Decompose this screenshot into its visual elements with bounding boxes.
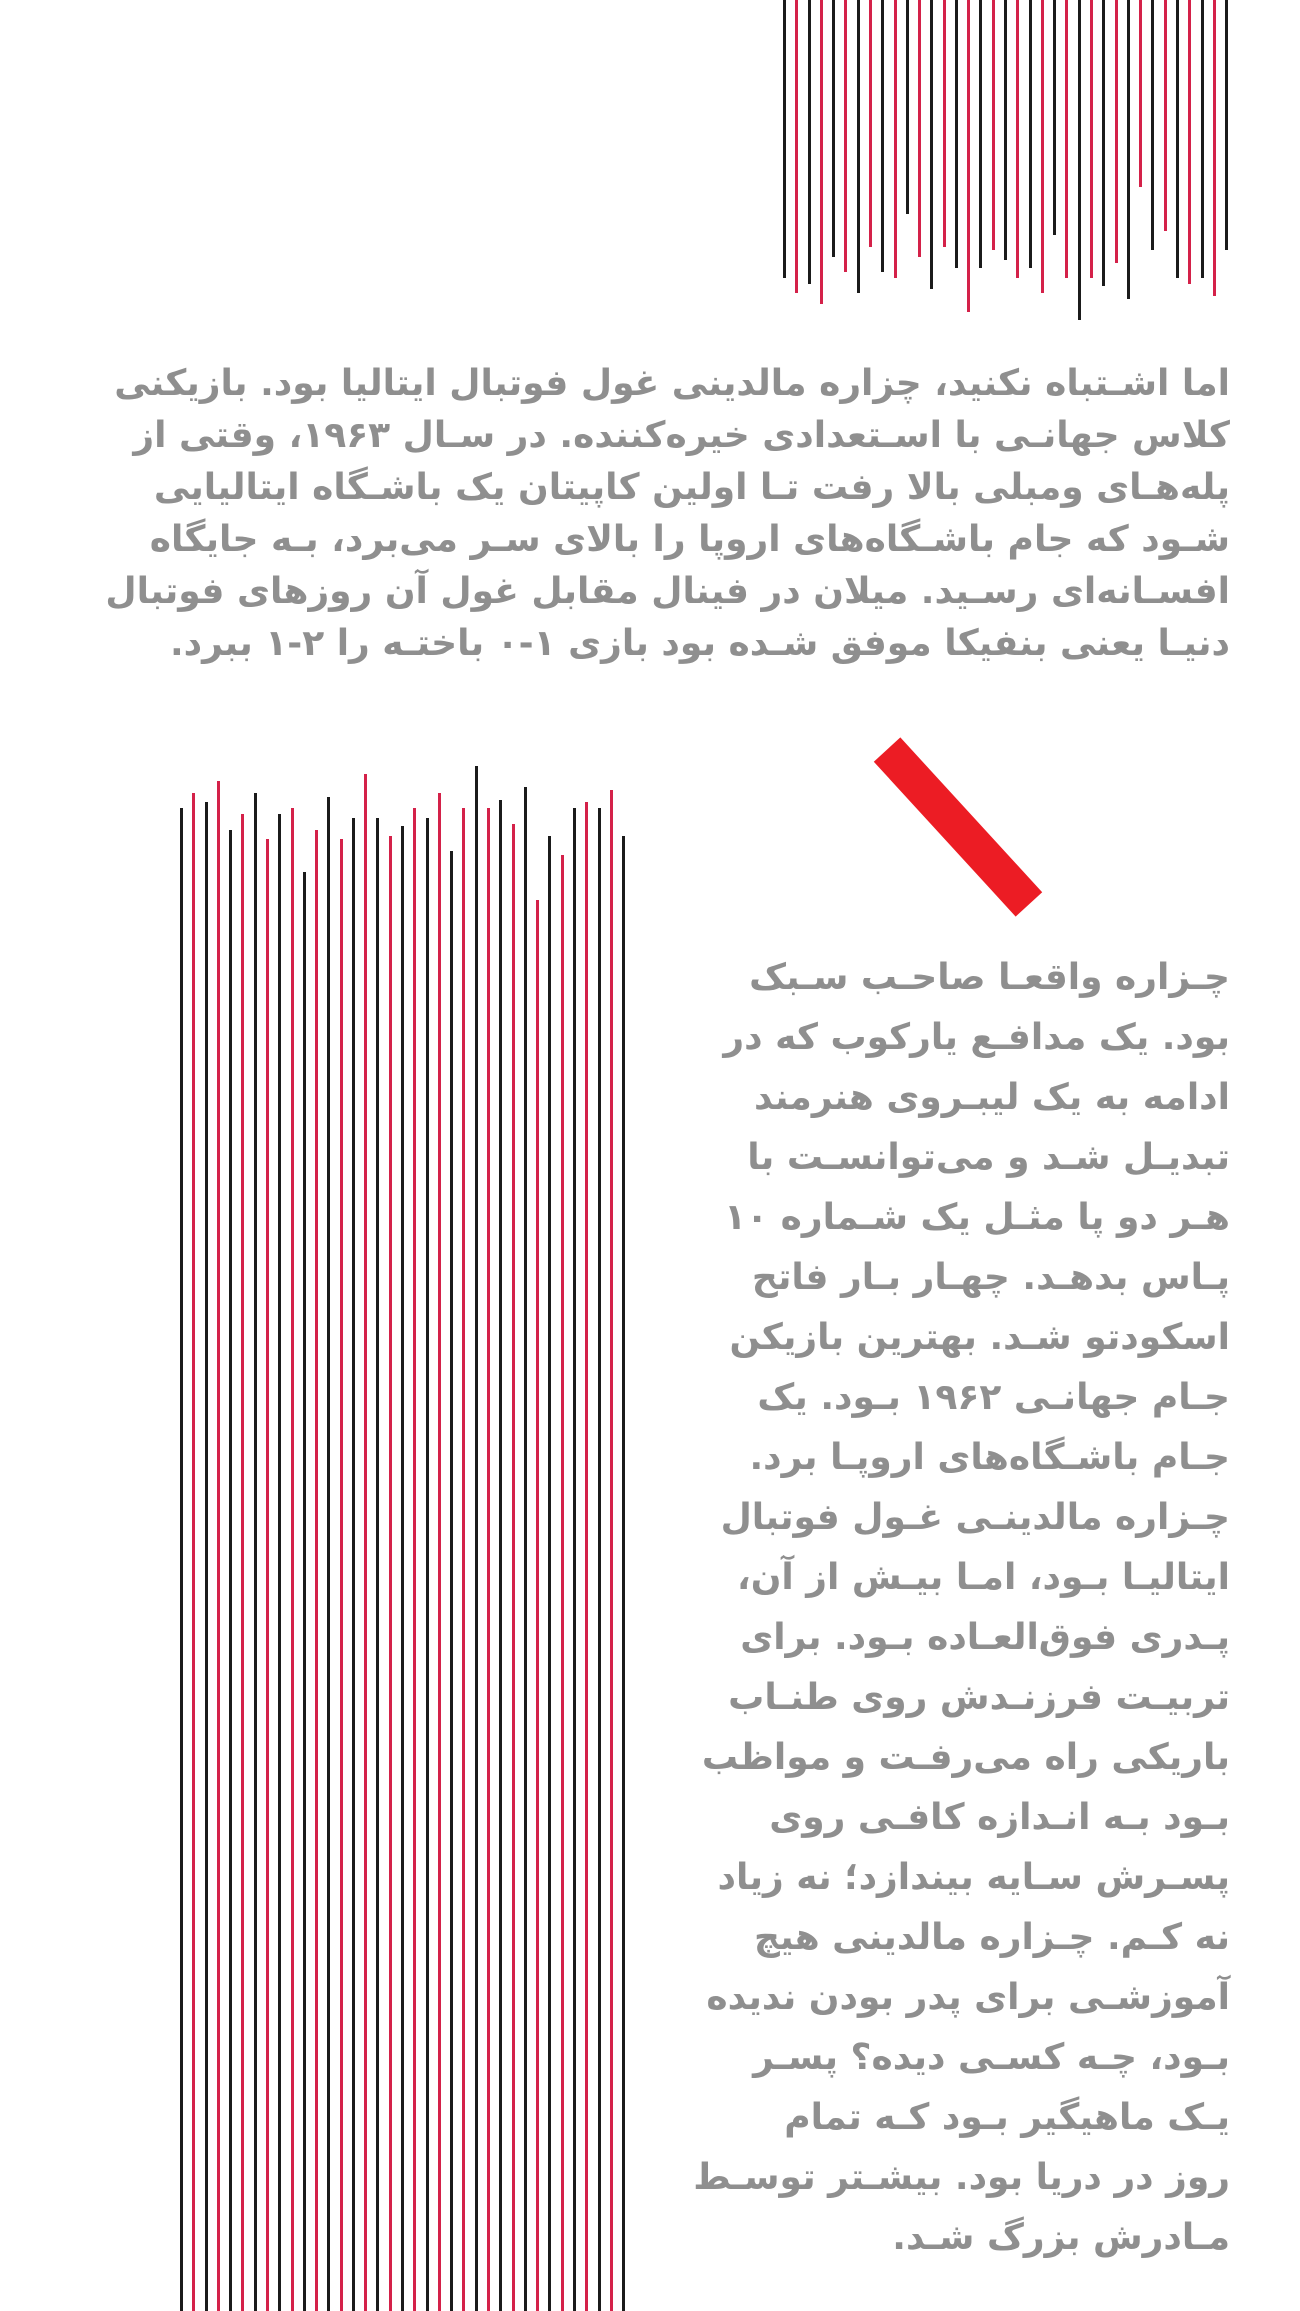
black-decorative-line bbox=[426, 818, 429, 2311]
black-decorative-line bbox=[1004, 0, 1007, 260]
paragraph-line: هـر دو پا مثـل یک شـماره ۱۰ bbox=[724, 1197, 1230, 1238]
black-decorative-line bbox=[1053, 0, 1056, 235]
diagonal-red-bar-icon bbox=[874, 737, 1042, 916]
paragraph-line: مـادرش بزرگ شـد. bbox=[892, 2217, 1230, 2258]
red-decorative-line bbox=[1139, 0, 1142, 187]
black-decorative-line bbox=[254, 793, 257, 2311]
red-decorative-line bbox=[1065, 0, 1068, 278]
red-decorative-line bbox=[512, 824, 515, 2311]
black-decorative-line bbox=[857, 0, 860, 293]
black-decorative-line bbox=[548, 836, 551, 2311]
black-decorative-line bbox=[906, 0, 909, 214]
black-decorative-line bbox=[979, 0, 982, 268]
black-decorative-line bbox=[327, 797, 330, 2311]
paragraph-line: شـود که جام باشـگاه‌های اروپا را بالای سـر می‌برد، بـه جایگاه bbox=[149, 519, 1230, 560]
black-decorative-line bbox=[1201, 0, 1204, 278]
red-decorative-line bbox=[340, 839, 343, 2311]
red-decorative-line bbox=[364, 774, 367, 2311]
black-decorative-line bbox=[303, 872, 306, 2311]
red-decorative-line bbox=[1041, 0, 1044, 293]
red-decorative-line bbox=[1016, 0, 1019, 278]
black-decorative-line bbox=[1078, 0, 1081, 320]
paragraph-line: بـود بـه انـدازه کافـی روی bbox=[769, 1797, 1230, 1838]
red-decorative-line bbox=[413, 808, 416, 2311]
red-decorative-line bbox=[869, 0, 872, 247]
paragraph-line: پسـرش سـایه بیندازد؛ نه زیاد bbox=[717, 1857, 1230, 1898]
black-decorative-line bbox=[229, 830, 232, 2311]
black-decorative-line bbox=[524, 787, 527, 2311]
red-decorative-line bbox=[795, 0, 798, 293]
red-decorative-line bbox=[610, 790, 613, 2311]
black-decorative-line bbox=[376, 818, 379, 2311]
black-decorative-line bbox=[1151, 0, 1154, 250]
paragraph-line: ایتالیـا بـود، امـا بیـش از آن، bbox=[737, 1557, 1230, 1598]
red-decorative-line bbox=[844, 0, 847, 272]
red-decorative-line bbox=[992, 0, 995, 250]
paragraph-line: جـام جهانـی ۱۹۶۲ بـود. یک bbox=[757, 1377, 1230, 1418]
red-decorative-line bbox=[918, 0, 921, 257]
red-decorative-line bbox=[291, 808, 294, 2311]
black-decorative-line bbox=[475, 766, 478, 2311]
red-decorative-line bbox=[438, 793, 441, 2311]
intro-paragraph bbox=[72, 358, 1230, 670]
paragraph-line: بود. یک مدافـع یارکوب که در bbox=[723, 1017, 1230, 1058]
red-decorative-line bbox=[894, 0, 897, 278]
red-decorative-line bbox=[1090, 0, 1093, 278]
black-decorative-line bbox=[930, 0, 933, 289]
paragraph-line: دنیـا یعنی بنفیکا موفق شـده بود بازی ۱-۰ باختـه را ۲-۱ ببرد. bbox=[169, 623, 1230, 664]
paragraph-line: روز در دریا بود. بیشـتر توسـط bbox=[693, 2157, 1230, 2198]
red-decorative-line bbox=[192, 793, 195, 2311]
red-decorative-line bbox=[389, 836, 392, 2311]
black-decorative-line bbox=[1225, 0, 1228, 250]
red-decorative-line bbox=[1213, 0, 1216, 296]
red-decorative-line bbox=[585, 802, 588, 2311]
paragraph-line: پـاس بدهـد. چهـار بـار فاتح bbox=[751, 1257, 1230, 1298]
paragraph-line: چـزاره مالدینـی غـول فوتبال bbox=[720, 1497, 1230, 1538]
paragraph-line: تربیـت فرزنـدش روی طنـاب bbox=[728, 1677, 1230, 1718]
black-decorative-line bbox=[1102, 0, 1105, 286]
red-decorative-line bbox=[462, 808, 465, 2311]
black-decorative-line bbox=[1127, 0, 1130, 299]
red-decorative-line bbox=[536, 900, 539, 2311]
black-decorative-line bbox=[180, 808, 183, 2311]
red-decorative-line bbox=[943, 0, 946, 247]
paragraph-line: اما اشـتباه نکنید، چزاره مالدینی غول فوتبال ایتالیا بود. بازیکنی bbox=[114, 363, 1230, 404]
red-decorative-line bbox=[315, 830, 318, 2311]
black-decorative-line bbox=[955, 0, 958, 268]
red-decorative-line bbox=[266, 839, 269, 2311]
black-decorative-line bbox=[1029, 0, 1032, 268]
paragraph-line: تبدیـل شـد و می‌توانسـت با bbox=[747, 1137, 1230, 1178]
paragraph-line: پله‌هـای ومبلی بالا رفت تـا اولین کاپیتان یک باشـگاه ایتالیایی bbox=[153, 467, 1230, 508]
paragraph-line: افسـانه‌ای رسـید. میلان در فینال مقابل غول آن روزهای فوتبال bbox=[105, 571, 1230, 612]
paragraph-line: جـام باشـگاه‌های اروپـا برد. bbox=[749, 1437, 1230, 1478]
paragraph-line: نه کـم. چـزاره مالدینی هیچ bbox=[754, 1917, 1230, 1958]
red-decorative-line bbox=[561, 855, 564, 2311]
red-decorative-line bbox=[217, 781, 220, 2311]
black-decorative-line bbox=[401, 826, 404, 2311]
paragraph-line: ادامه به یک لیبـروی هنرمند bbox=[754, 1077, 1230, 1118]
black-decorative-line bbox=[622, 836, 625, 2311]
red-decorative-line bbox=[1115, 0, 1118, 263]
paragraph-line: چـزاره واقعـا صاحـب سـبک bbox=[749, 957, 1230, 998]
body-paragraph bbox=[690, 948, 1230, 2268]
black-decorative-line bbox=[205, 802, 208, 2311]
black-decorative-line bbox=[598, 808, 601, 2311]
black-decorative-line bbox=[832, 0, 835, 257]
paragraph-line: اسکودتو شـد. بهترین بازیکن bbox=[729, 1317, 1230, 1358]
black-decorative-line bbox=[573, 808, 576, 2311]
paragraph-line: بـود، چـه کسـی دیده؟ پسـر bbox=[753, 2037, 1230, 2078]
paragraph-line: کلاس جهانـی با اسـتعدادی خیره‌کننده. در سـال ۱۹۶۳، وقتی از bbox=[133, 415, 1230, 456]
paragraph-line: یـک ماهیگیر بـود کـه تمام bbox=[784, 2097, 1230, 2138]
red-decorative-line bbox=[1188, 0, 1191, 284]
black-decorative-line bbox=[1176, 0, 1179, 278]
red-decorative-line bbox=[820, 0, 823, 304]
black-decorative-line bbox=[783, 0, 786, 278]
red-decorative-line bbox=[241, 814, 244, 2311]
red-decorative-line bbox=[967, 0, 970, 312]
paragraph-line: پـدری فوق‌العـاده بـود. برای bbox=[740, 1617, 1230, 1658]
red-decorative-line bbox=[487, 808, 490, 2311]
black-decorative-line bbox=[352, 818, 355, 2311]
black-decorative-line bbox=[278, 814, 281, 2311]
paragraph-line: آموزشـی برای پدر بودن ندیده bbox=[706, 1977, 1230, 2018]
black-decorative-line bbox=[808, 0, 811, 284]
black-decorative-line bbox=[881, 0, 884, 272]
black-decorative-line bbox=[450, 851, 453, 2311]
red-decorative-line bbox=[1164, 0, 1167, 231]
paragraph-line: باریکی راه می‌رفـت و مواظب bbox=[701, 1737, 1230, 1778]
black-decorative-line bbox=[499, 800, 502, 2311]
